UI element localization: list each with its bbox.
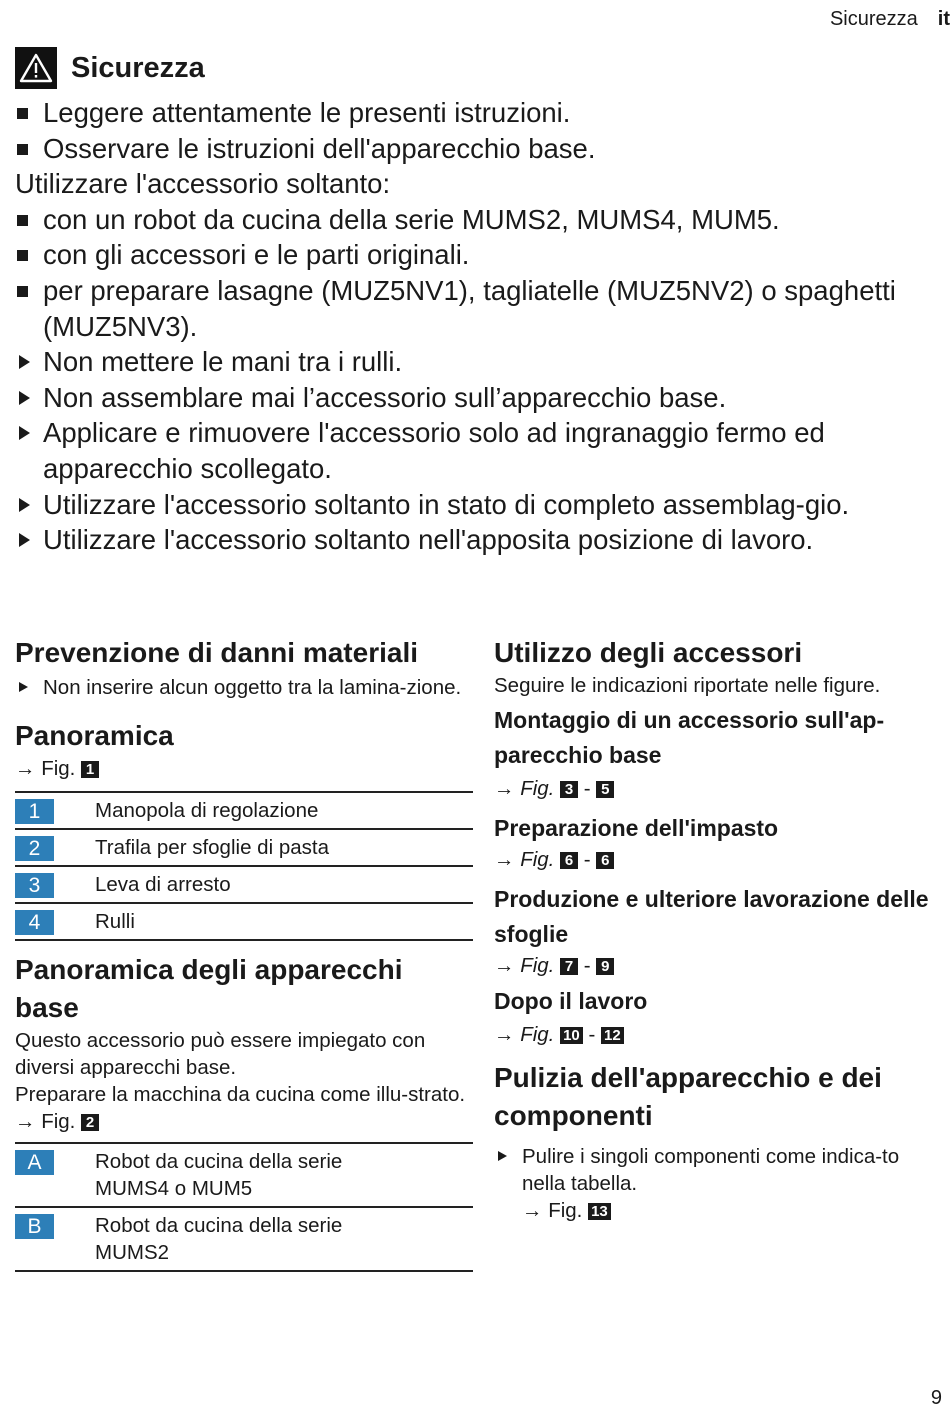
arrow-icon: →: [494, 777, 515, 800]
subsection-title-dopo: Dopo il lavoro: [494, 988, 648, 1014]
table-row: [15, 1207, 473, 1271]
key-badge: A: [15, 1150, 54, 1175]
list-intro: Utilizzare l'accessorio soltanto:: [15, 168, 391, 200]
figure-reference: → Fig. 1: [15, 755, 473, 783]
figure-number: 12: [601, 1027, 624, 1044]
figure-number: 3: [560, 781, 578, 798]
figure-number: 6: [596, 852, 614, 869]
list-item: Utilizzare l'accessorio soltanto in stato di completo assemblag-gio.: [15, 487, 923, 523]
list-item: Non assemblare mai l’accessorio sull’apparecchio base.: [15, 380, 950, 416]
arrow-icon: →: [494, 1023, 515, 1046]
figure-reference: → Fig. 10 - 12: [494, 1021, 944, 1049]
legend-label: Leva di arresto: [95, 866, 473, 903]
table-row: [15, 792, 473, 829]
figure-reference: → Fig. 6 - 6: [494, 846, 944, 874]
table-row: [15, 829, 473, 866]
figure-number: 2: [81, 1114, 99, 1131]
paragraph: Seguire le indicazioni riportate nelle figure.: [494, 674, 881, 697]
arrow-icon: →: [494, 954, 515, 977]
paragraph: Questo accessorio può essere impiegato con diversi apparecchi base.: [15, 1029, 426, 1079]
key-badge: 2: [15, 836, 54, 861]
arrow-icon: →: [494, 848, 515, 871]
figure-number: 6: [560, 852, 578, 869]
list-item: Leggere attentamente le presenti istruzioni.: [15, 95, 950, 131]
legend-table: [15, 1142, 473, 1272]
running-header: [830, 8, 950, 31]
header-section: Sicurezza: [829, 8, 918, 30]
safety-heading: [15, 46, 205, 90]
right-column: [494, 634, 944, 1225]
list-item: Utilizzare l'accessorio soltanto nell'apposita posizione di lavoro.: [15, 522, 950, 558]
section-title-panoramica: Panoramica: [15, 720, 174, 751]
subsection-title-preparazione: Preparazione dell'impasto: [494, 815, 779, 841]
table-row: [15, 866, 473, 903]
warning-triangle-icon: [15, 47, 57, 89]
table-row: [15, 903, 473, 940]
header-lang: it: [937, 8, 950, 30]
list-item: Non inserire alcun oggetto tra la lamina-zione.: [15, 674, 463, 701]
figure-number: 1: [81, 761, 99, 778]
section-title-pulizia: Pulizia dell'apparecchio e dei componenti: [494, 1062, 882, 1131]
list-item: per preparare lasagne (MUZ5NV1), tagliatelle (MUZ5NV2) o spaghetti (MUZ5NV3).: [15, 273, 913, 344]
legend-label: Trafila per sfoglie di pasta: [95, 829, 473, 866]
key-badge: 1: [15, 799, 54, 824]
list-item: Non mettere le mani tra i rulli.: [15, 344, 950, 380]
paragraph: Preparare la macchina da cucina come illu-strato.: [15, 1083, 466, 1106]
key-badge: 4: [15, 910, 54, 935]
key-badge: 3: [15, 873, 54, 898]
key-badge: B: [15, 1214, 54, 1239]
list-item: con gli accessori e le parti originali.: [15, 237, 950, 273]
figure-reference: → Fig. 2: [15, 1108, 473, 1136]
figure-number: 7: [560, 958, 578, 975]
list-item: Pulire i singoli componenti come indica-to nella tabella.: [494, 1143, 942, 1197]
figure-number: 5: [596, 781, 614, 798]
arrow-icon: →: [15, 1110, 36, 1133]
figure-reference: → Fig. 7 - 9: [494, 952, 944, 980]
list-item: Applicare e rimuovere l'accessorio solo ad ingranaggio fermo ed apparecchio scollegato.: [15, 415, 950, 486]
safety-title: Sicurezza: [71, 51, 205, 84]
list-item: con un robot da cucina della serie MUMS2, MUMS4, MUM5.: [15, 202, 950, 238]
subsection-title-produzione: Produzione e ulteriore lavorazione delle sfoglie: [494, 886, 929, 947]
legend-label: Robot da cucina della serie MUMS2: [95, 1207, 473, 1271]
table-row: [15, 1143, 473, 1207]
section-title-base: Panoramica degli apparecchi base: [15, 954, 403, 1023]
section-title-prevenzione: Prevenzione di danni materiali: [15, 637, 419, 668]
legend-label: Robot da cucina della serie MUMS4 o MUM5: [95, 1143, 473, 1207]
left-column: [15, 634, 473, 1272]
figure-number: 10: [560, 1027, 583, 1044]
figure-reference: → Fig. 3 - 5: [494, 775, 944, 803]
page-number: 9: [930, 1387, 942, 1409]
safety-list: [15, 95, 950, 558]
legend-label: Rulli: [95, 903, 473, 940]
legend-table: [15, 791, 473, 941]
figure-number: 9: [596, 958, 614, 975]
figure-number: 13: [588, 1203, 611, 1220]
arrow-icon: →: [522, 1199, 543, 1222]
list-item: Osservare le istruzioni dell'apparecchio base.: [15, 131, 950, 167]
legend-label: Manopola di regolazione: [95, 792, 473, 829]
section-title-utilizzo: Utilizzo degli accessori: [494, 637, 803, 668]
arrow-icon: →: [15, 757, 36, 780]
figure-reference: → Fig. 13: [494, 1197, 944, 1225]
subsection-title-montaggio: Montaggio di un accessorio sull'ap-parecchio base: [494, 707, 885, 768]
